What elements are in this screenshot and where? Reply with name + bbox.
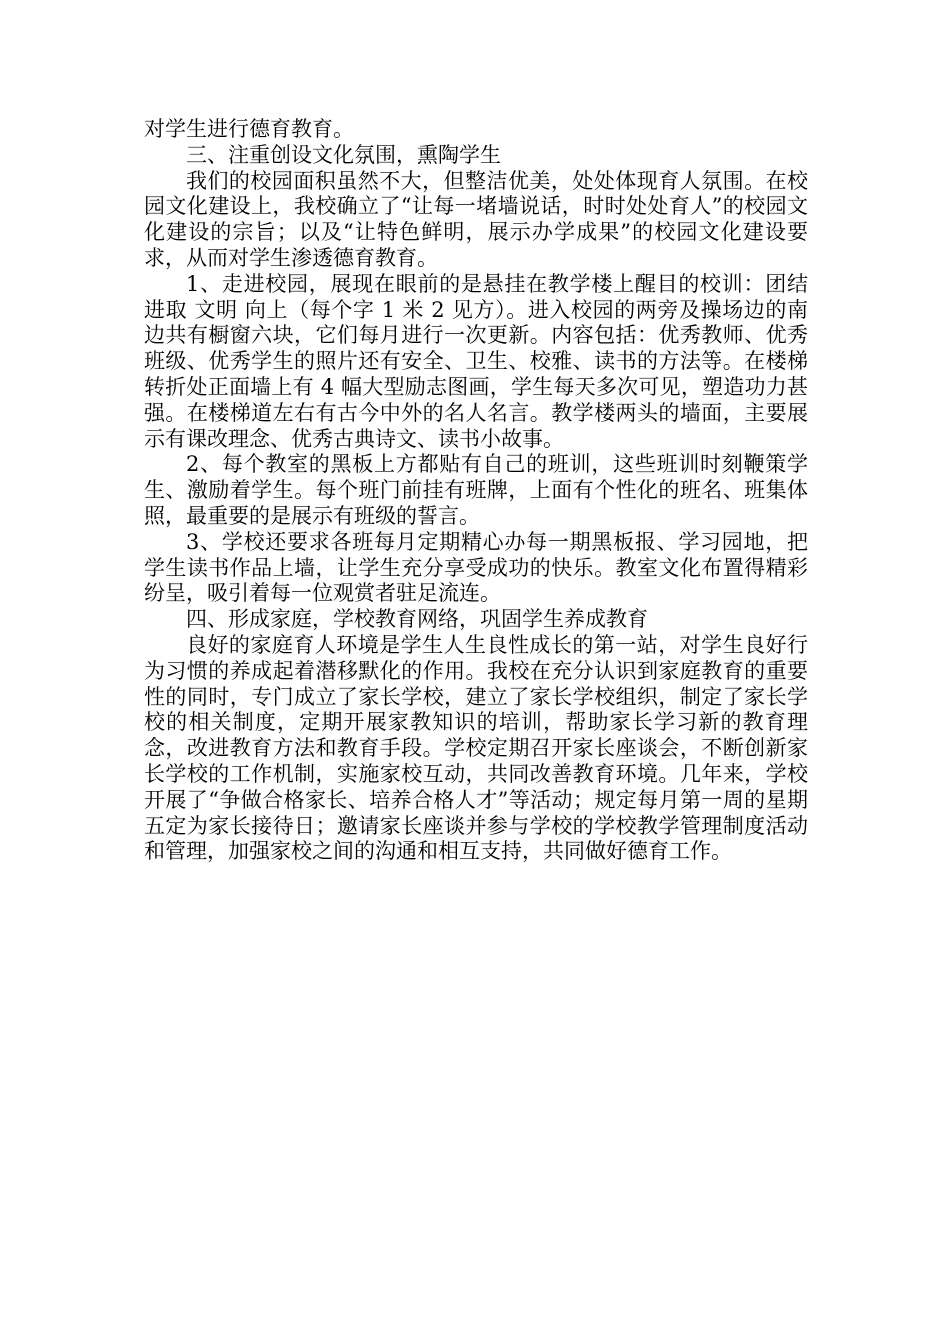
document-page xyxy=(144,117,808,865)
paragraph-item-1: 1、走进校园，展现在眼前的是悬挂在教学楼上醒目的校训：团结进取 文明 向上（每个字 1 米 2 见方）。进入校园的两旁及操场边的南边共有橱窗六块，它们每月进行一次更新。内容包括：优秀教师、优秀班级、优秀学生的照片还有安全、卫生、校雅、读书的方法等。在楼梯转折处正面墙上有 4 幅大型励志图画，学生每天多次可见，塑造功力甚强。在楼梯道左右有古今中外的名人名言。教学楼两头的墙面，主要展示有课改理念、优秀古典诗文、读书小故事。 xyxy=(144,271,808,451)
paragraph-campus-culture: 我们的校园面积虽然不大，但整洁优美，处处体现育人氛围。在校园文化建设上，我校确立了“让每一堵墙说话，时时处处育人”的校园文化建设的宗旨；以及“让特色鲜明，展示办学成果”的校园文化建设要求，从而对学生渗透德育教育。 xyxy=(144,168,808,270)
section-heading-culture: 三、注重创设文化氛围，熏陶学生 xyxy=(186,142,501,167)
paragraph-item-2: 2、每个教室的黑板上方都贴有自己的班训，这些班训时刻鞭策学生、激励着学生。每个班门前挂有班牌，上面有个性化的班名、班集体照，最重要的是展示有班级的誓言。 xyxy=(144,452,808,528)
paragraph-family-education: 良好的家庭育人环境是学生人生良性成长的第一站，对学生良好行为习惯的养成起着潜移默化的作用。我校在充分认识到家庭教育的重要性的同时，专门成立了家长学校，建立了家长学校组织，制定了家长学校的相关制度，定期开展家教知识的培训，帮助家长学习新的教育理念，改进教育方法和教育手段。学校定期召开家长座谈会，不断创新家长学校的工作机制，实施家校互动，共同改善教育环境。几年来，学校开展了“争做合格家长、培养合格人才”等活动；规定每月第一周的星期五定为家长接待日；邀请家长座谈并参与学校的学校教学管理制度活动和管理，加强家校之间的沟通和相互支持，共同做好德育工作。 xyxy=(144,632,808,864)
section-heading-family: 四、形成家庭，学校教育网络，巩固学生养成教育 xyxy=(186,607,648,632)
paragraph-item-3: 3、学校还要求各班每月定期精心办每一期黑板报、学习园地，把学生读书作品上墙，让学生充分享受成功的快乐。教室文化布置得精彩纷呈，吸引着每一位观赏者驻足流连。 xyxy=(144,529,808,606)
paragraph-continuation: 对学生进行德育教育。 xyxy=(144,117,354,141)
